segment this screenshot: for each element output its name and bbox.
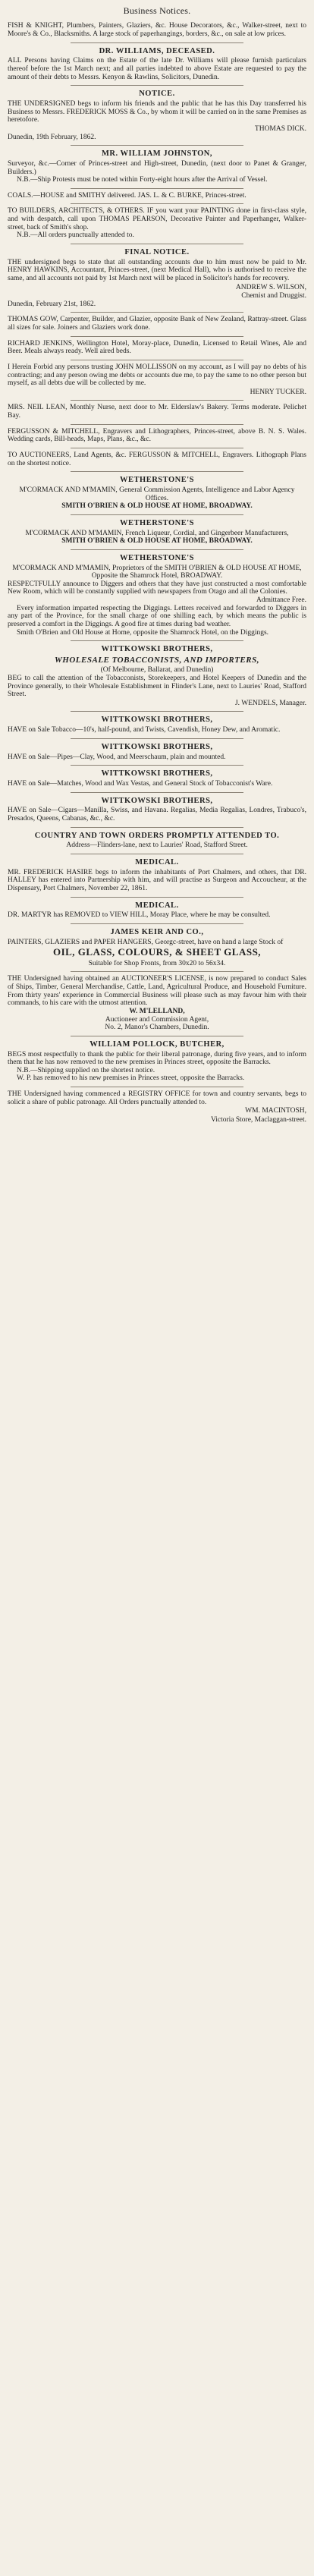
notice-body: FISH & KNIGHT, Plumbers, Painters, Glaziers, &c. House Decorators, &c., Walker-street, next to Moore's & Co., Blacksmiths. A large stock of paperhangings, borders, &c., on sale at low prices. bbox=[8, 22, 306, 39]
notice-country-orders bbox=[8, 829, 306, 852]
divider bbox=[71, 424, 244, 425]
notice-richard-jenkins bbox=[8, 338, 306, 358]
notice-body: M'CORMACK AND M'MAMIN, French Liqueur, Cordial, and Gingerbeer Manufacturers, bbox=[25, 529, 289, 537]
notice-william-johnston bbox=[8, 147, 306, 187]
notice-heading: WITTKOWSKI BROTHERS, bbox=[101, 742, 213, 751]
divider bbox=[71, 42, 244, 43]
notice-signature: ANDREW S. WILSON, bbox=[235, 283, 306, 291]
notice-henry-tucker bbox=[8, 362, 306, 399]
divider bbox=[71, 897, 244, 898]
notice-wittkowski-main bbox=[8, 643, 306, 709]
notice-wetherstone-room bbox=[8, 552, 306, 639]
notice-heading: WETHERSTONE'S bbox=[120, 476, 194, 485]
notice-heading: MR. WILLIAM JOHNSTON, bbox=[101, 149, 213, 159]
divider bbox=[71, 711, 244, 712]
notice-body: HAVE on Sale—Cigars—Manilla, Swiss, and Havana. Regalias, Media Regalias, Londres, Trabuco's, Presados, Queens, Cabanas, &c., &c. bbox=[8, 807, 306, 822]
business-notices-page bbox=[0, 0, 314, 1134]
notice-body: PAINTERS, GLAZIERS and PAPER HANGERS, Georgc-street, have on hand a large Stock of bbox=[8, 938, 284, 946]
divider bbox=[71, 336, 244, 337]
notice-heading: WITTKOWSKI BROTHERS, bbox=[101, 716, 213, 725]
notice-signature-address: No. 2, Manor's Chambers, Dunedin. bbox=[105, 1024, 209, 1032]
notice-wittkowski-matches bbox=[8, 767, 306, 790]
notice-body: TO BUILDERS, ARCHITECTS, & OTHERS. IF you want your PAINTING done in first-class style, and with despatch, call upon THOMAS PEARSON, Decorative Painter and Paperhanger, Walker-street, back of Smith's shop. bbox=[8, 207, 306, 231]
notice-medical-martyr bbox=[8, 899, 306, 922]
notice-body: HAVE on Sale—Pipes—Clay, Wood, and Meerschaum, plain and mounted. bbox=[8, 753, 226, 761]
notice-body: MRS. NEIL LEAN, Monthly Nurse, next door to Mr. Elderslaw's Bakery. Terms moderate. Pelichet Bay. bbox=[8, 404, 306, 420]
notice-heading: MEDICAL. bbox=[135, 901, 179, 910]
notice-heading: WITTKOWSKI BROTHERS, bbox=[101, 645, 213, 654]
notice-body: ALL Persons having Claims on the Estate of the late Dr. Williams will please furnish particulars thereof before the 1st March next; and all parties indebted to above Estate are requested to pay the amount of their debts to Messrs. Kenyon & Rawlins, Solicitors, Dunedin. bbox=[8, 57, 306, 81]
notice-note: N.B.—Ship Protests must be noted within Forty-eight hours after the Arrival of Vessel. bbox=[17, 176, 268, 184]
notice-body-info: Every information imparted respecting the Diggings. Letters received and forwarded to Diggers in any part of the Province, for the small charge of one shilling each, by which means the public is preserved a comfort in the Diggings. A good fire at times during bad weather. bbox=[8, 604, 306, 628]
notice-fish-knight bbox=[8, 20, 306, 40]
notice-auction-license bbox=[8, 973, 306, 1033]
notice-heading-sub: WHOLESALE TOBACCONISTS, AND IMPORTERS, bbox=[55, 655, 259, 665]
notice-heading: NOTICE. bbox=[139, 90, 175, 99]
notice-signature-title: Chemist and Druggist. bbox=[241, 292, 306, 300]
divider bbox=[71, 514, 244, 515]
notice-signature: WM. MACINTOSH, bbox=[245, 1107, 306, 1115]
notice-body: THOMAS GOW, Carpenter, Builder, and Glazier, opposite Bank of New Zealand, Rattray-street. Glass all sizes for sale. Joiners and Glaziers work done. bbox=[8, 316, 306, 332]
notice-body: FERGUSSON & MITCHELL, Engravers and Lithographers, Princes-street, above B. N. S. Wales. Wedding cards, Bill-heads, Maps, Plans, &c., &c. bbox=[8, 427, 306, 444]
divider bbox=[71, 549, 244, 550]
divider bbox=[71, 640, 244, 641]
notice-body: DR. MARTYR has REMOVED to VIEW HILL, Moray Place, where he may be consulted. bbox=[8, 911, 271, 920]
notice-body: COALS.—HOUSE and SMITHY delivered. JAS. L. & C. BURKE, Princes-street. bbox=[8, 191, 246, 200]
notice-footer: Suitable for Shop Fronts, from 30x20 to 56x34. bbox=[88, 959, 226, 967]
notice-date: Dunedin, February 21st, 1862. bbox=[8, 300, 96, 308]
divider bbox=[71, 792, 244, 793]
divider bbox=[71, 203, 244, 204]
notice-wittkowski-pipes bbox=[8, 741, 306, 763]
notice-wittkowski-tobacco bbox=[8, 713, 306, 736]
notice-wetherstone-agents bbox=[8, 473, 306, 513]
notice-wittkowski-cigars bbox=[8, 794, 306, 826]
notice-big-line: OIL, GLASS, COLOURS, & SHEET GLASS, bbox=[52, 946, 262, 958]
notice-final-notice bbox=[8, 246, 306, 311]
notice-body: Surveyor, &c.—Corner of Princes-street and High-street, Dunedin, (next door to Panet & Granger, Builders.) bbox=[8, 159, 306, 176]
notice-heading: COUNTRY AND TOWN ORDERS PROMPTLY ATTENDED TO. bbox=[34, 831, 280, 840]
notice-body: RESPECTFULLY announce to Diggers and others that they have just constructed a most comfortable New Room, which will be constantly supplied with newspapers from Otago and all the Colonies. bbox=[8, 580, 306, 596]
notice-william-pollock bbox=[8, 1038, 306, 1085]
notice-body: HAVE on Sale—Matches, Wood and Wax Vestas, and General Stock of Tobacconist's Ware. bbox=[8, 779, 273, 788]
divider bbox=[71, 971, 244, 972]
notice-wetherstone-liqueur bbox=[8, 517, 306, 548]
notice-builders-painting bbox=[8, 206, 306, 242]
notice-dr-williams bbox=[8, 45, 306, 84]
divider bbox=[71, 471, 244, 472]
notice-body: Address—Flinders-lane, next to Lauries' Road, Stafford Street. bbox=[66, 841, 248, 850]
divider bbox=[71, 145, 244, 146]
notice-signature-title: Auctioneer and Commission Agent, bbox=[105, 1015, 209, 1024]
notice-heading: JAMES KEIR AND CO., bbox=[110, 927, 204, 936]
notice-thomas-gow bbox=[8, 314, 306, 334]
divider bbox=[71, 188, 244, 189]
divider bbox=[71, 923, 244, 924]
notice-body: THE Undersigned having obtained an AUCTIONEER'S LICENSE, is now prepared to conduct Sales of Ships, Timber, General Merchandise, Cattle, Land, Agricultural Produce, and Household Furniture. From thirty years' experience in Commercial Business will please such as may favour him with their commands, to his care with the utmost attention. bbox=[8, 975, 306, 1008]
notice-medical-hasire bbox=[8, 856, 306, 895]
divider bbox=[71, 400, 244, 401]
notice-body: TO AUCTIONEERS, Land Agents, &c. FERGUSSON & MITCHELL, Engravers. Lithograph Plans on the shortest notice. bbox=[8, 451, 306, 467]
notice-signature: W. M'LELLAND, bbox=[129, 1007, 185, 1015]
notice-auctioneers bbox=[8, 450, 306, 470]
notice-heading: WILLIAM POLLOCK, BUTCHER, bbox=[89, 1040, 225, 1049]
notice-note-2: W. P. has removed to his new premises in Princes street, opposite the Barracks. bbox=[17, 1074, 245, 1083]
notice-note: N.B.—Shipping supplied on the shortest notice. bbox=[17, 1066, 155, 1074]
notice-heading: FINAL NOTICE. bbox=[124, 247, 190, 256]
divider bbox=[71, 312, 244, 313]
notice-note: N.B.—All orders punctually attended to. bbox=[17, 231, 134, 240]
notice-heading: WETHERSTONE'S bbox=[120, 553, 194, 562]
notice-signature-address: Victoria Store, Maclaggan-street. bbox=[210, 1115, 306, 1124]
notice-heading: WETHERSTONE'S bbox=[120, 518, 194, 527]
notice-heading: WITTKOWSKI BROTHERS, bbox=[101, 796, 213, 805]
notice-registry-office bbox=[8, 1089, 306, 1127]
notice-body-admittance: Admittance Free. bbox=[256, 596, 306, 605]
notice-body-location: Smith O'Brien and Old House at Home, opposite the Shamrock Hotel, on the Diggings. bbox=[17, 628, 269, 637]
notice-signature: HENRY TUCKER. bbox=[250, 388, 306, 396]
notice-body: M'CORMACK AND M'MAMIN, General Commission Agents, Intelligence and Labor Agency Offices. bbox=[19, 486, 295, 502]
notice-heading: WITTKOWSKI BROTHERS, bbox=[101, 769, 213, 778]
notice-mrs-neil-lean bbox=[8, 402, 306, 422]
notice-james-keir bbox=[8, 926, 306, 970]
notice-body: BEGS most respectfully to thank the public for their liberal patronage, during five years, and to inform them that he has now removed to the new premises in Princes street, opposite the Barracks. bbox=[8, 1050, 306, 1067]
notice-body: I Herein Forbid any persons trusting JOHN MOLLISSON on my account, as I will pay no debts of his contracting; and any person owing me debts or accounts due me, to pay the same to no other person but myself, as all debts due will be collected by me. bbox=[8, 363, 306, 388]
notice-subheading: M'CORMACK AND M'MAMIN, Proprietors of the SMITH O'BRIEN & OLD HOUSE AT HOME, Opposite the Shamrock Hotel, BROADWAY. bbox=[12, 564, 302, 580]
notice-body: BEG to call the attention of the Tobacconists, Storekeepers, and Hotel Keepers of Dunedin and the Province generally, to their Wholesale Establishment in Flinder's Lane, next to Lauries' Road, Stafford Street. bbox=[8, 674, 306, 699]
notice-footer: SMITH O'BRIEN & OLD HOUSE AT HOME, BROADWAY. bbox=[61, 502, 253, 511]
notice-heading: DR. WILLIAMS, DECEASED. bbox=[99, 46, 215, 55]
notice-body: RICHARD JENKINS, Wellington Hotel, Moray-place, Dunedin, Licensed to Retail Wines, Ale and Beer. Meals always ready. Well aired beds. bbox=[8, 339, 306, 356]
notice-fergusson-mitchell bbox=[8, 426, 306, 446]
notice-body: MR. FREDERICK HASIRE begs to inform the inhabitants of Port Chalmers, and others, that DR. HALLEY has entered into Partnership with him, and will practise as Surgeon and Accoucheur, at the Dispensary, Port Chalmers, November 22, 1861. bbox=[8, 868, 306, 892]
divider bbox=[71, 85, 244, 86]
notice-body: THE Undersigned having commenced a REGISTRY OFFICE for town and country servants, begs to solicit a share of public patronage. All Orders punctually attended to. bbox=[8, 1090, 306, 1106]
notice-coals bbox=[8, 190, 306, 203]
page-title: Business Notices. bbox=[123, 5, 191, 16]
notice-heading: MEDICAL. bbox=[135, 857, 179, 867]
notice-subheading: (Of Melbourne, Ballarat, and Dunedin) bbox=[100, 666, 214, 675]
notice-body: HAVE on Sale Tobacco—10's, half-pound, and Twists, Cavendish, Honey Dew, and Aromatic. bbox=[8, 726, 281, 734]
notice-footer: SMITH O'BRIEN & OLD HOUSE AT HOME, BROADWAY. bbox=[61, 537, 253, 546]
notice-thomas-dick bbox=[8, 87, 306, 143]
divider bbox=[71, 738, 244, 739]
notice-date: Dunedin, 19th February, 1862. bbox=[8, 133, 96, 141]
notice-body: THE UNDERSIGNED begs to inform his friends and the public that he has this Day transferred his Business to Messrs. FREDERICK MOSS & Co., by whom it will be carried on in the same Premises as heretofore. bbox=[8, 100, 306, 124]
notice-body: THE undersigned begs to state that all outstanding accounts due to him must now be paid to Mr. HENRY HAWKINS, Accountant, Princes-street, (next Medical Hall), who is authorised to receive the same, and all accounts not paid by 1st March next will be placed in Solicitor's hands for recovery. bbox=[8, 258, 306, 282]
divider bbox=[71, 827, 244, 828]
notice-signature: J. WENDELS, Manager. bbox=[234, 699, 306, 707]
notice-signature: THOMAS DICK. bbox=[254, 124, 306, 133]
divider bbox=[71, 765, 244, 766]
